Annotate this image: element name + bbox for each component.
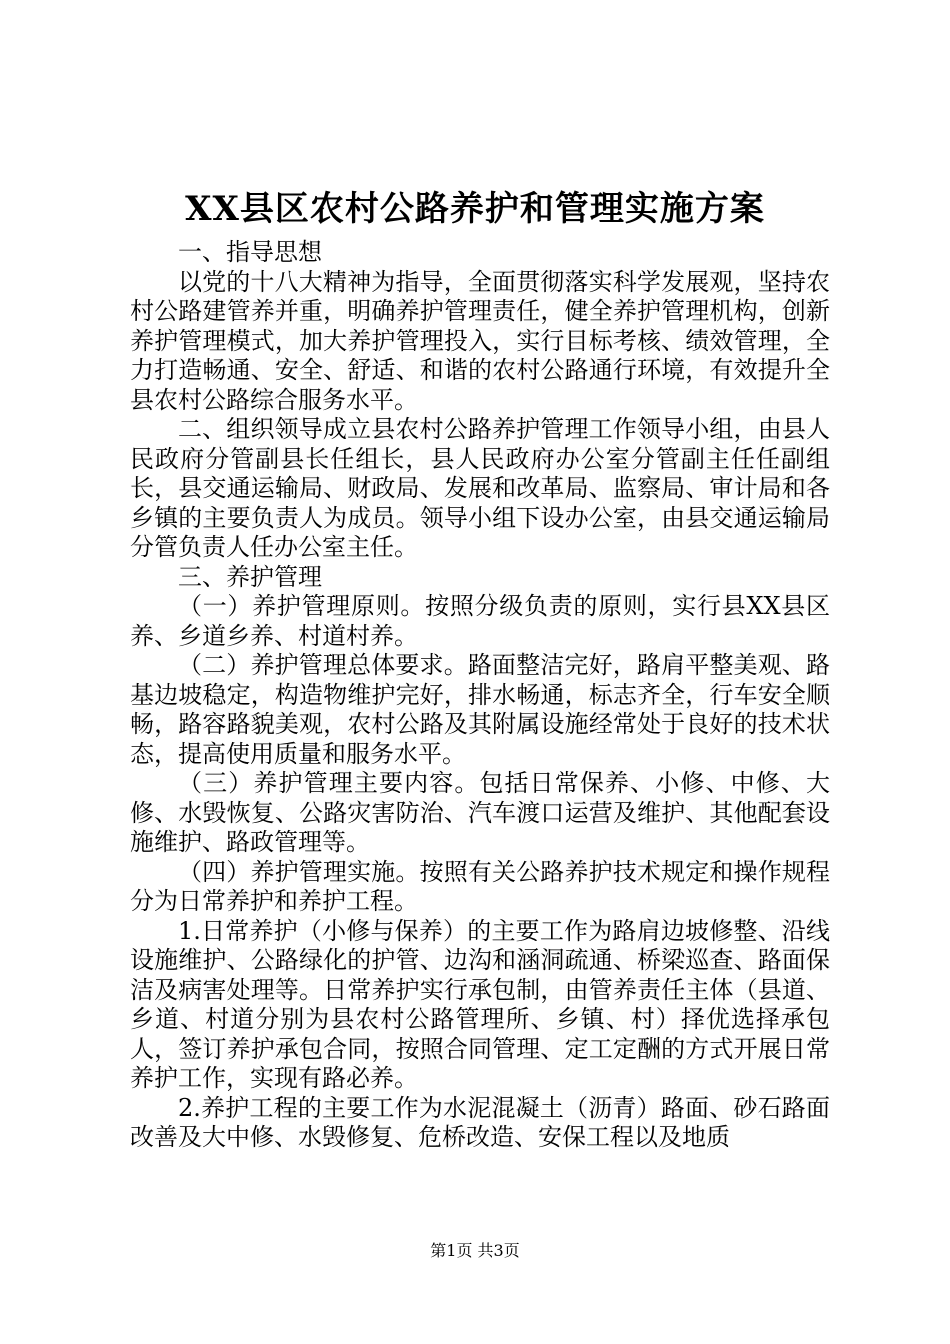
page-number-footer: 第1页 共3页 [430, 1241, 520, 1260]
paragraph: 三、养护管理 [178, 562, 322, 591]
paragraph: 2.养护工程的主要工作为水泥混凝土（沥青）路面、砂石路面改善及大中修、水毁修复、危桥改造、安保工程以及地质 [130, 1093, 830, 1151]
paragraph: 以党的十八大精神为指导，全面贯彻落实科学发展观，坚持农村公路建管养并重，明确养护管理责任，健全养护管理机构，创新养护管理模式，加大养护管理投入，实行目标考核、绩效管理，全力打造畅通、安全、舒适、和谐的农村公路通行环境，有效提升全县农村公路综合服务水平。 [130, 267, 830, 414]
paragraph: （三）养护管理主要内容。包括日常保养、小修、中修、大修、水毁恢复、公路灾害防治、汽车渡口运营及维护、其他配套设施维护、路政管理等。 [130, 769, 830, 856]
document-body [130, 238, 830, 1153]
paragraph: 二、组织领导成立县农村公路养护管理工作领导小组，由县人民政府分管副县长任组长，县人民政府办公室分管副主任任副组长，县交通运输局、财政局、发展和改革局、监察局、审计局和各乡镇的主要负责人为成员。领导小组下设办公室，由县交通运输局分管负责人任办公室主任。 [130, 415, 830, 561]
paragraph: （一）养护管理原则。按照分级负责的原则，实行县XX县区养、乡道乡养、村道村养。 [130, 592, 830, 650]
paragraph: （四）养护管理实施。按照有关公路养护技术规定和操作规程分为日常养护和养护工程。 [130, 857, 830, 915]
document-title: XX县区农村公路养护和管理实施方案 [185, 189, 765, 229]
paragraph: 1.日常养护（小修与保养）的主要工作为路肩边坡修整、沿线设施维护、公路绿化的护管、边沟和涵洞疏通、桥梁巡查、路面保洁及病害处理等。日常养护实行承包制，由管养责任主体（县道、乡道、村道分别为县农村公路管理所、乡镇、村）择优选择承包人，签订养护承包合同，按照合同管理、定工定酬的方式开展日常养护工作，实现有路必养。 [130, 916, 830, 1092]
paragraph: （二）养护管理总体要求。路面整洁完好，路肩平整美观、路基边坡稳定，构造物维护完好，排水畅通，标志齐全，行车安全顺畅，路容路貌美观，农村公路及其附属设施经常处于良好的技术状态，提高使用质量和服务水平。 [130, 651, 830, 768]
paragraph: 一、指导思想 [178, 238, 322, 266]
